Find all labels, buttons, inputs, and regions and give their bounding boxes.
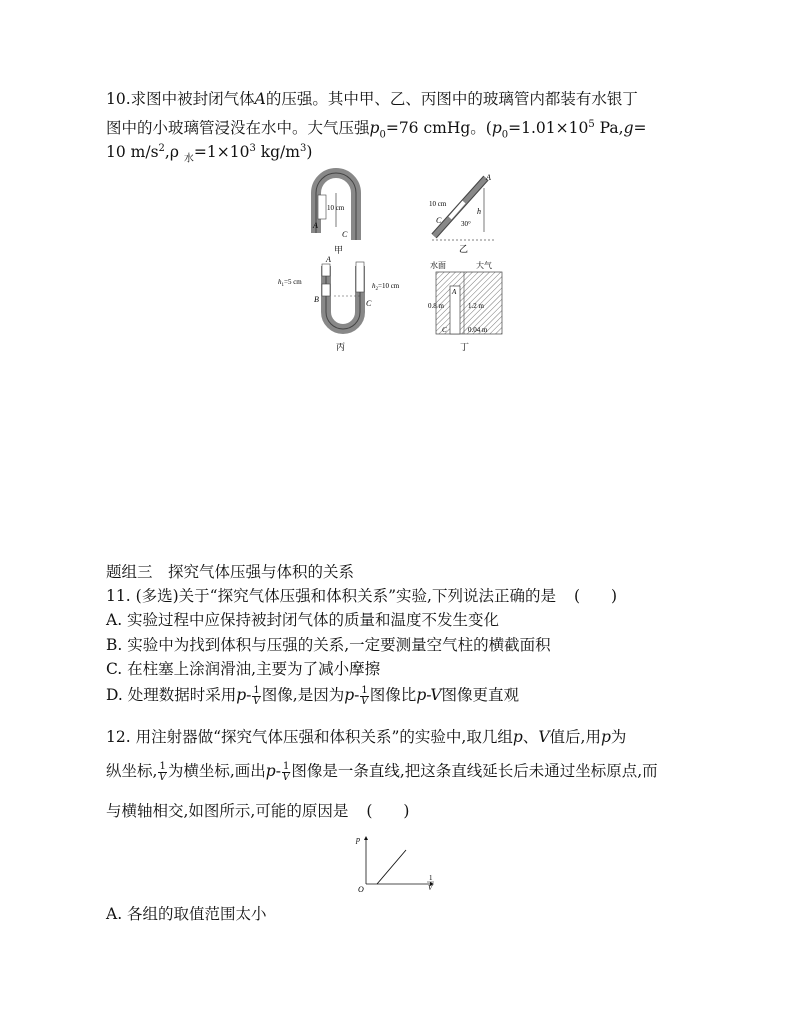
figure-jia bbox=[300, 165, 380, 260]
yi-angle: 30° bbox=[461, 220, 471, 228]
bing-h1: $h_1=5$ cm bbox=[278, 278, 302, 288]
q12-line1: 12. 用注射器做“探究气体压强和体积关系”的实验中,取几组p、V值后,用p为 bbox=[106, 728, 627, 746]
ding-caption: 丁 bbox=[460, 342, 470, 352]
bing-label-b: B bbox=[314, 295, 319, 304]
q10-line3: 10 $m/s^2,\rho$ $_水=1\times 10^3$ $kg/m^3$) bbox=[106, 143, 313, 165]
ding-d2: 1.2 m bbox=[468, 302, 484, 310]
q11-option-c: C. 在柱塞上涂润滑油,主要为了减小摩擦 bbox=[106, 660, 381, 678]
yi-length: 10 cm bbox=[429, 200, 447, 208]
bing-label-c: C bbox=[366, 299, 372, 308]
figure-ding bbox=[424, 258, 514, 354]
graph-x-den: V bbox=[428, 884, 433, 892]
graph-origin: O bbox=[358, 885, 364, 894]
yi-label-c: C bbox=[436, 216, 442, 225]
q12-line2: 纵坐标, $\frac{1}{V}$ 为横坐标,画出p- $\frac{1}{V}$ 图像是一条直线,把这条直线延长后未通过坐标原点,而 bbox=[106, 760, 658, 783]
q12-option-a: A. 各组的取值范围太小 bbox=[106, 905, 267, 923]
bing-caption: 丙 bbox=[336, 342, 346, 352]
yi-caption: 乙 bbox=[459, 244, 469, 254]
jia-caption: 甲 bbox=[334, 245, 344, 255]
graph-y-label: p bbox=[356, 835, 360, 844]
q11-option-a: A. 实验过程中应保持被封闭气体的质量和温度不发生变化 bbox=[106, 611, 500, 629]
q11-answer-blank: ( ) bbox=[573, 587, 618, 605]
q11-option-d: D. 处理数据时采用p- $\frac{1}{V}$ 图像,是因为p- $\frac{1}{V}$ 图像比p-V图像更直观 bbox=[106, 684, 520, 707]
jia-length: 10 cm bbox=[327, 204, 345, 212]
figure-yi bbox=[424, 168, 504, 258]
q12-answer-blank: ( ) bbox=[366, 802, 410, 820]
graph-x-num: 1 bbox=[429, 874, 433, 882]
figure-bing bbox=[276, 254, 416, 354]
jia-label-c: C bbox=[342, 230, 348, 239]
ding-atm: 大气 bbox=[476, 261, 492, 270]
q10-line1: 10.求图中被封闭气体A的压强。其中甲、乙、丙图中的玻璃管内都装有水银丁 bbox=[106, 90, 638, 108]
ding-d3: 0.04 m bbox=[468, 326, 488, 334]
q12-line3: 与横轴相交,如图所示,可能的原因是 ( ) bbox=[106, 802, 410, 820]
ding-label-c: C bbox=[442, 326, 447, 334]
section3-title: 题组三 探究气体压强与体积的关系 bbox=[106, 563, 355, 581]
ding-label-a: A bbox=[452, 288, 457, 296]
q10-line2: 图中的小玻璃管浸没在水中。大气压强$p_0=76$ cmHg。($p_0=1.01\times 10^5$ Pa,g= bbox=[106, 119, 647, 141]
ding-d1: 0.8 m bbox=[428, 302, 444, 310]
bing-label-a: A bbox=[326, 255, 331, 264]
q12-graph bbox=[350, 830, 442, 896]
yi-label-h: h bbox=[477, 207, 481, 216]
bing-h2: $h_2=10$ cm bbox=[372, 282, 400, 292]
ding-surface: 水面 bbox=[430, 261, 446, 270]
jia-label-a: A bbox=[313, 221, 318, 230]
q11-option-b: B. 实验中为找到体积与压强的关系,一定要测量空气柱的横截面积 bbox=[106, 636, 551, 654]
q11-stem: 11. (多选)关于“探究气体压强和体积关系”实验,下列说法正确的是 ( ) bbox=[106, 587, 618, 605]
yi-label-a: A bbox=[486, 173, 491, 182]
